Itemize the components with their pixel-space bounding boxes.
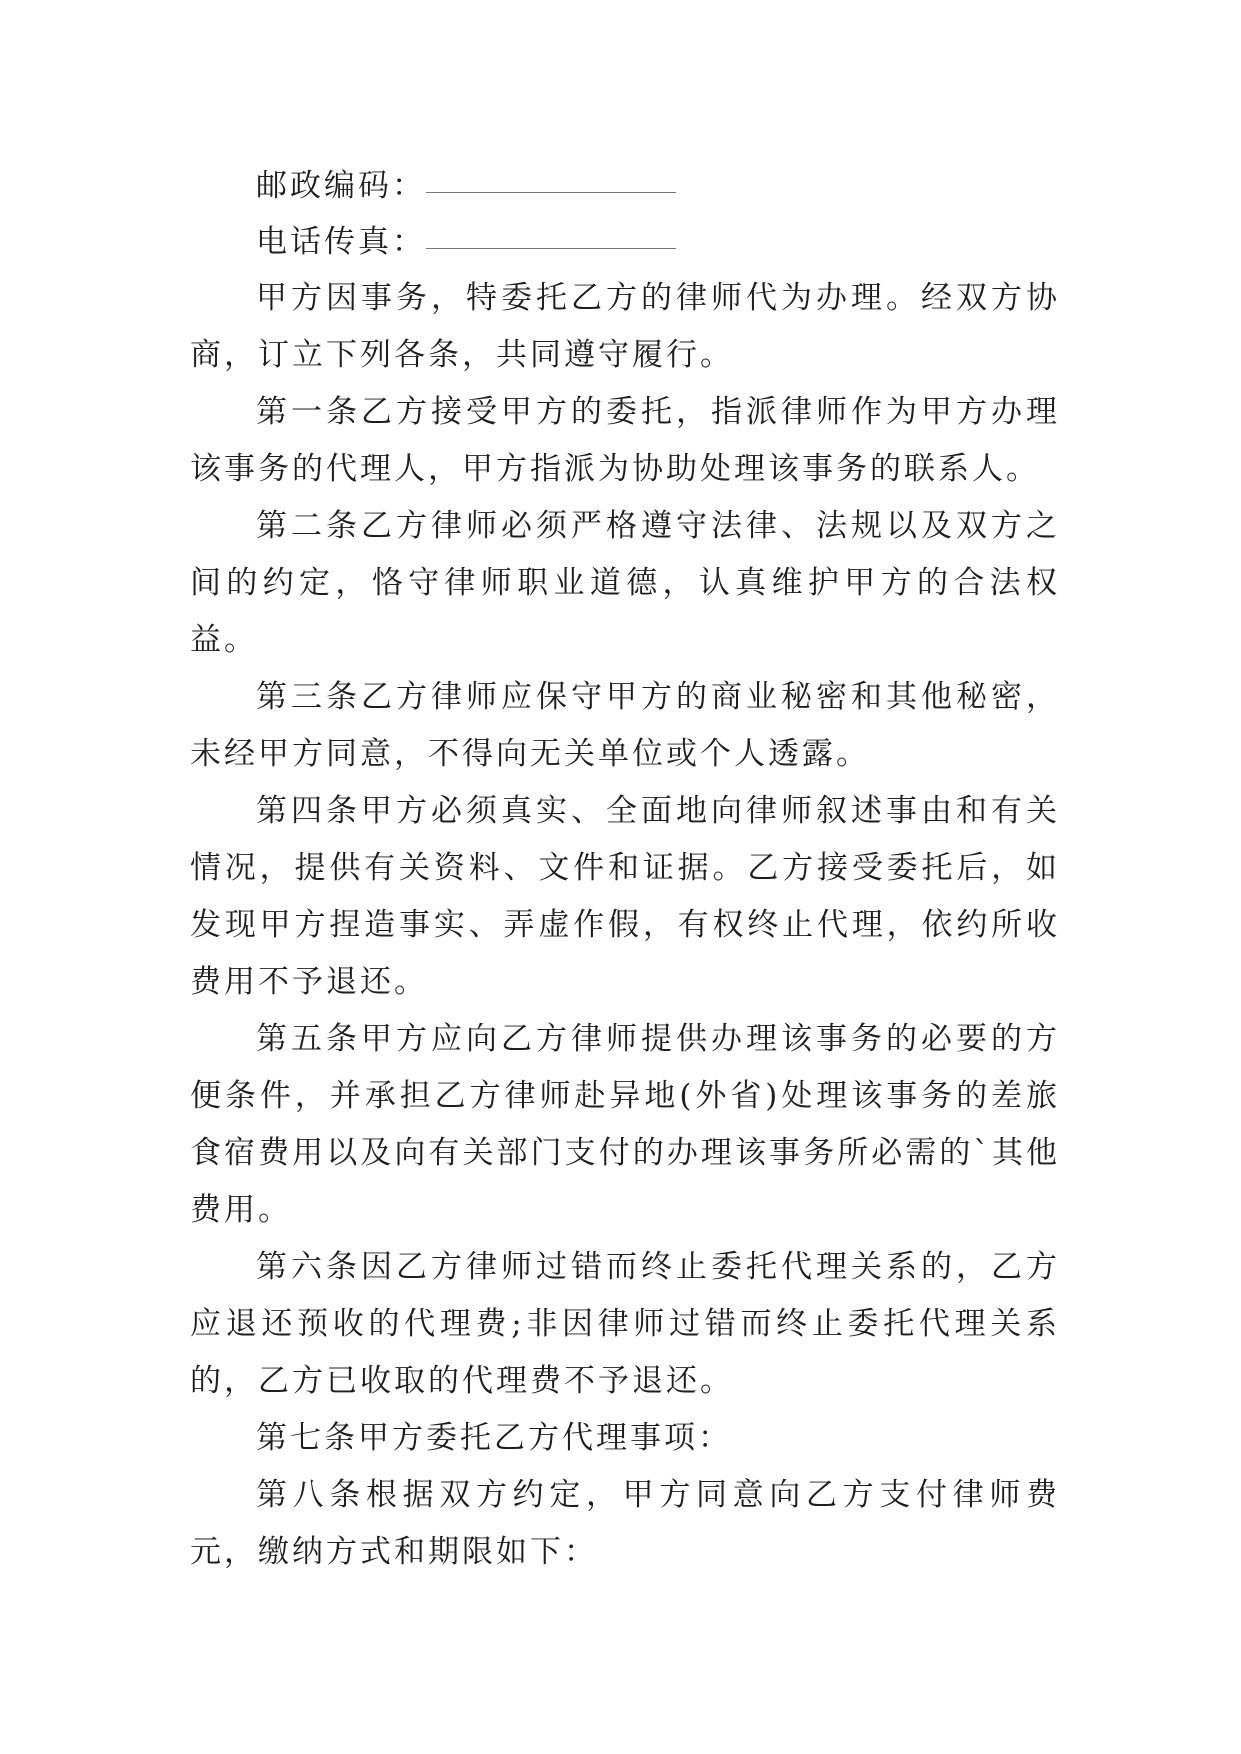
- postal-code-blank: [426, 192, 676, 193]
- article-5-paragraph: 第五条甲方应向乙方律师提供办理该事务的必要的方便条件，并承担乙方律师赴异地(外省)处理该事务的差旅食宿费用以及向有关部门支付的办理该事务所必需的`其他费用。: [190, 1021, 1060, 1228]
- article-8-paragraph: 第八条根据双方约定，甲方同意向乙方支付律师费元，缴纳方式和期限如下：: [190, 1477, 1060, 1570]
- postal-code-field: [190, 158, 1060, 214]
- intro-paragraph: 甲方因事务，特委托乙方的律师代为办理。经双方协商，订立下列各条，共同遵守履行。: [190, 280, 1060, 373]
- document-page: [190, 158, 1060, 1581]
- article-1-paragraph: 第一条乙方接受甲方的委托，指派律师作为甲方办理该事务的代理人，甲方指派为协助处理该事务的联系人。: [190, 394, 1060, 487]
- article-6-paragraph: 第六条因乙方律师过错而终止委托代理关系的，乙方应退还预收的代理费;非因律师过错而终止委托代理关系的，乙方已收取的代理费不予退还。: [190, 1249, 1060, 1399]
- phone-fax-blank: [426, 248, 676, 249]
- phone-fax-field: [190, 214, 1060, 270]
- article-3-paragraph: 第三条乙方律师应保守甲方的商业秘密和其他秘密，未经甲方同意，不得向无关单位或个人透露。: [190, 679, 1060, 772]
- phone-fax-label: 电话传真：: [256, 224, 426, 260]
- article-4-paragraph: 第四条甲方必须真实、全面地向律师叙述事由和有关情况，提供有关资料、文件和证据。乙方接受委托后，如发现甲方捏造事实、弄虚作假，有权终止代理，依约所收费用不予退还。: [190, 793, 1060, 1000]
- article-2-paragraph: 第二条乙方律师必须严格遵守法律、法规以及双方之间的约定，恪守律师职业道德，认真维护甲方的合法权益。: [190, 508, 1060, 658]
- article-7-paragraph: 第七条甲方委托乙方代理事项：: [256, 1420, 732, 1456]
- postal-code-label: 邮政编码：: [256, 168, 426, 204]
